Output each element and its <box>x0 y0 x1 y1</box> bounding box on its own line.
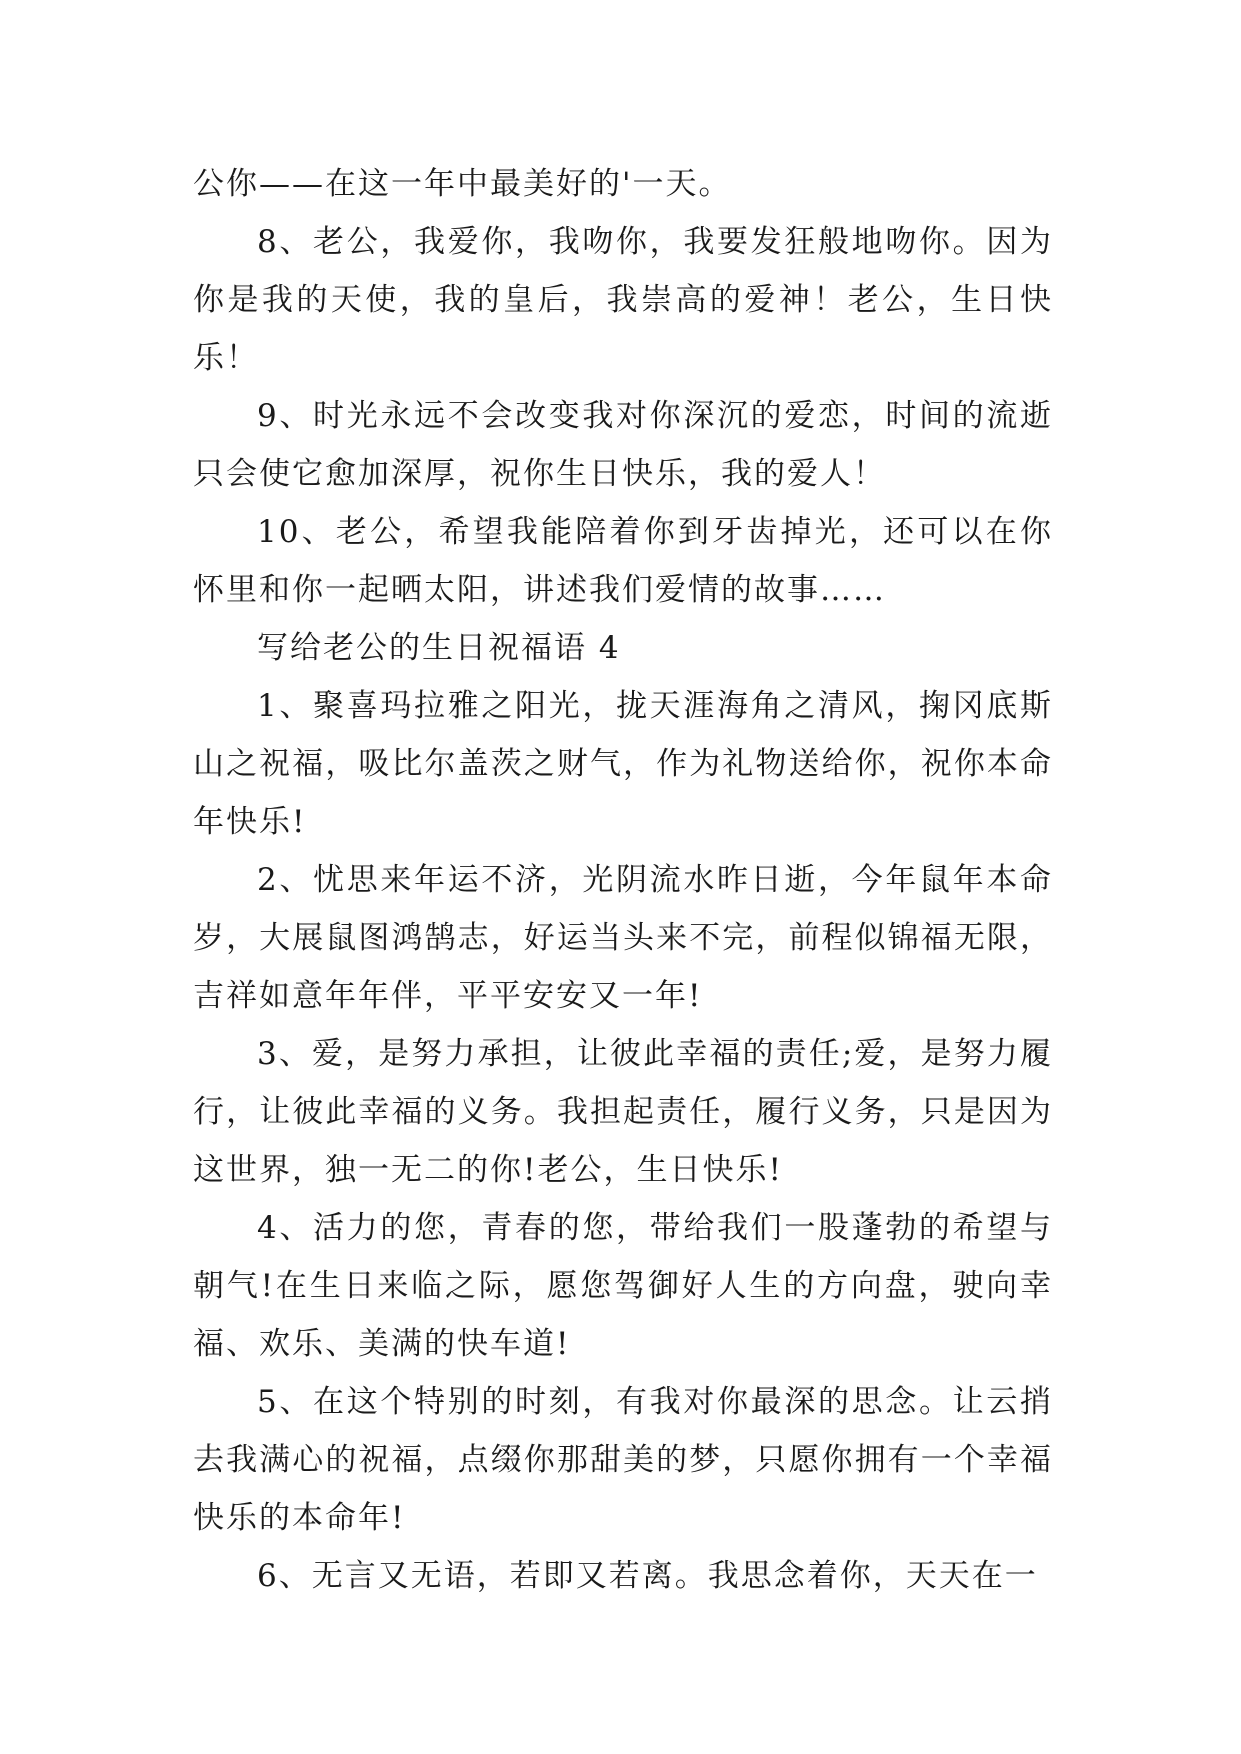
paragraph-wish-1: 1、聚喜玛拉雅之阳光，拢天涯海角之清风，掬冈底斯山之祝福，吸比尔盖茨之财气，作为礼物送给你，祝你本命年快乐! <box>193 688 1053 840</box>
paragraph-wish-4: 4、活力的您，青春的您，带给我们一股蓬勃的希望与朝气!在生日来临之际，愿您驾御好人生的方向盘，驶向幸福、欢乐、美满的快车道! <box>193 1210 1053 1362</box>
paragraph-continuation: 公你——在这一年中最美好的'一天。 <box>193 166 732 202</box>
paragraph-wish-9: 9、时光永远不会改变我对你深沉的爱恋，时间的流逝只会使它愈加深厚，祝你生日快乐，我的爱人！ <box>193 398 1053 492</box>
paragraph-wish-6: 6、无言又无语，若即又若离。我思念着你，天天在一 <box>257 1558 1038 1594</box>
paragraph-wish-3: 3、爱，是努力承担，让彼此幸福的责任;爱，是努力履行，让彼此幸福的义务。我担起责任，履行义务，只是因为这世界，独一无二的你!老公，生日快乐! <box>193 1036 1053 1188</box>
paragraph-wish-2: 2、忧思来年运不济，光阴流水昨日逝，今年鼠年本命岁，大展鼠图鸿鹄志，好运当头来不完，前程似锦福无限，吉祥如意年年伴，平平安安又一年! <box>193 862 1053 1014</box>
paragraph-wish-10: 10、老公，希望我能陪着你到牙齿掉光，还可以在你怀里和你一起晒太阳，讲述我们爱情的故事…… <box>193 514 1053 608</box>
document-body <box>193 155 1053 1605</box>
paragraph-wish-8: 8、老公，我爱你，我吻你，我要发狂般地吻你。因为你是我的天使，我的皇后，我崇高的爱神！老公，生日快乐！ <box>193 224 1053 376</box>
section-heading: 写给老公的生日祝福语 4 <box>257 630 621 666</box>
paragraph-wish-5: 5、在这个特别的时刻，有我对你最深的思念。让云捎去我满心的祝福，点缀你那甜美的梦，只愿你拥有一个幸福快乐的本命年! <box>193 1384 1053 1536</box>
